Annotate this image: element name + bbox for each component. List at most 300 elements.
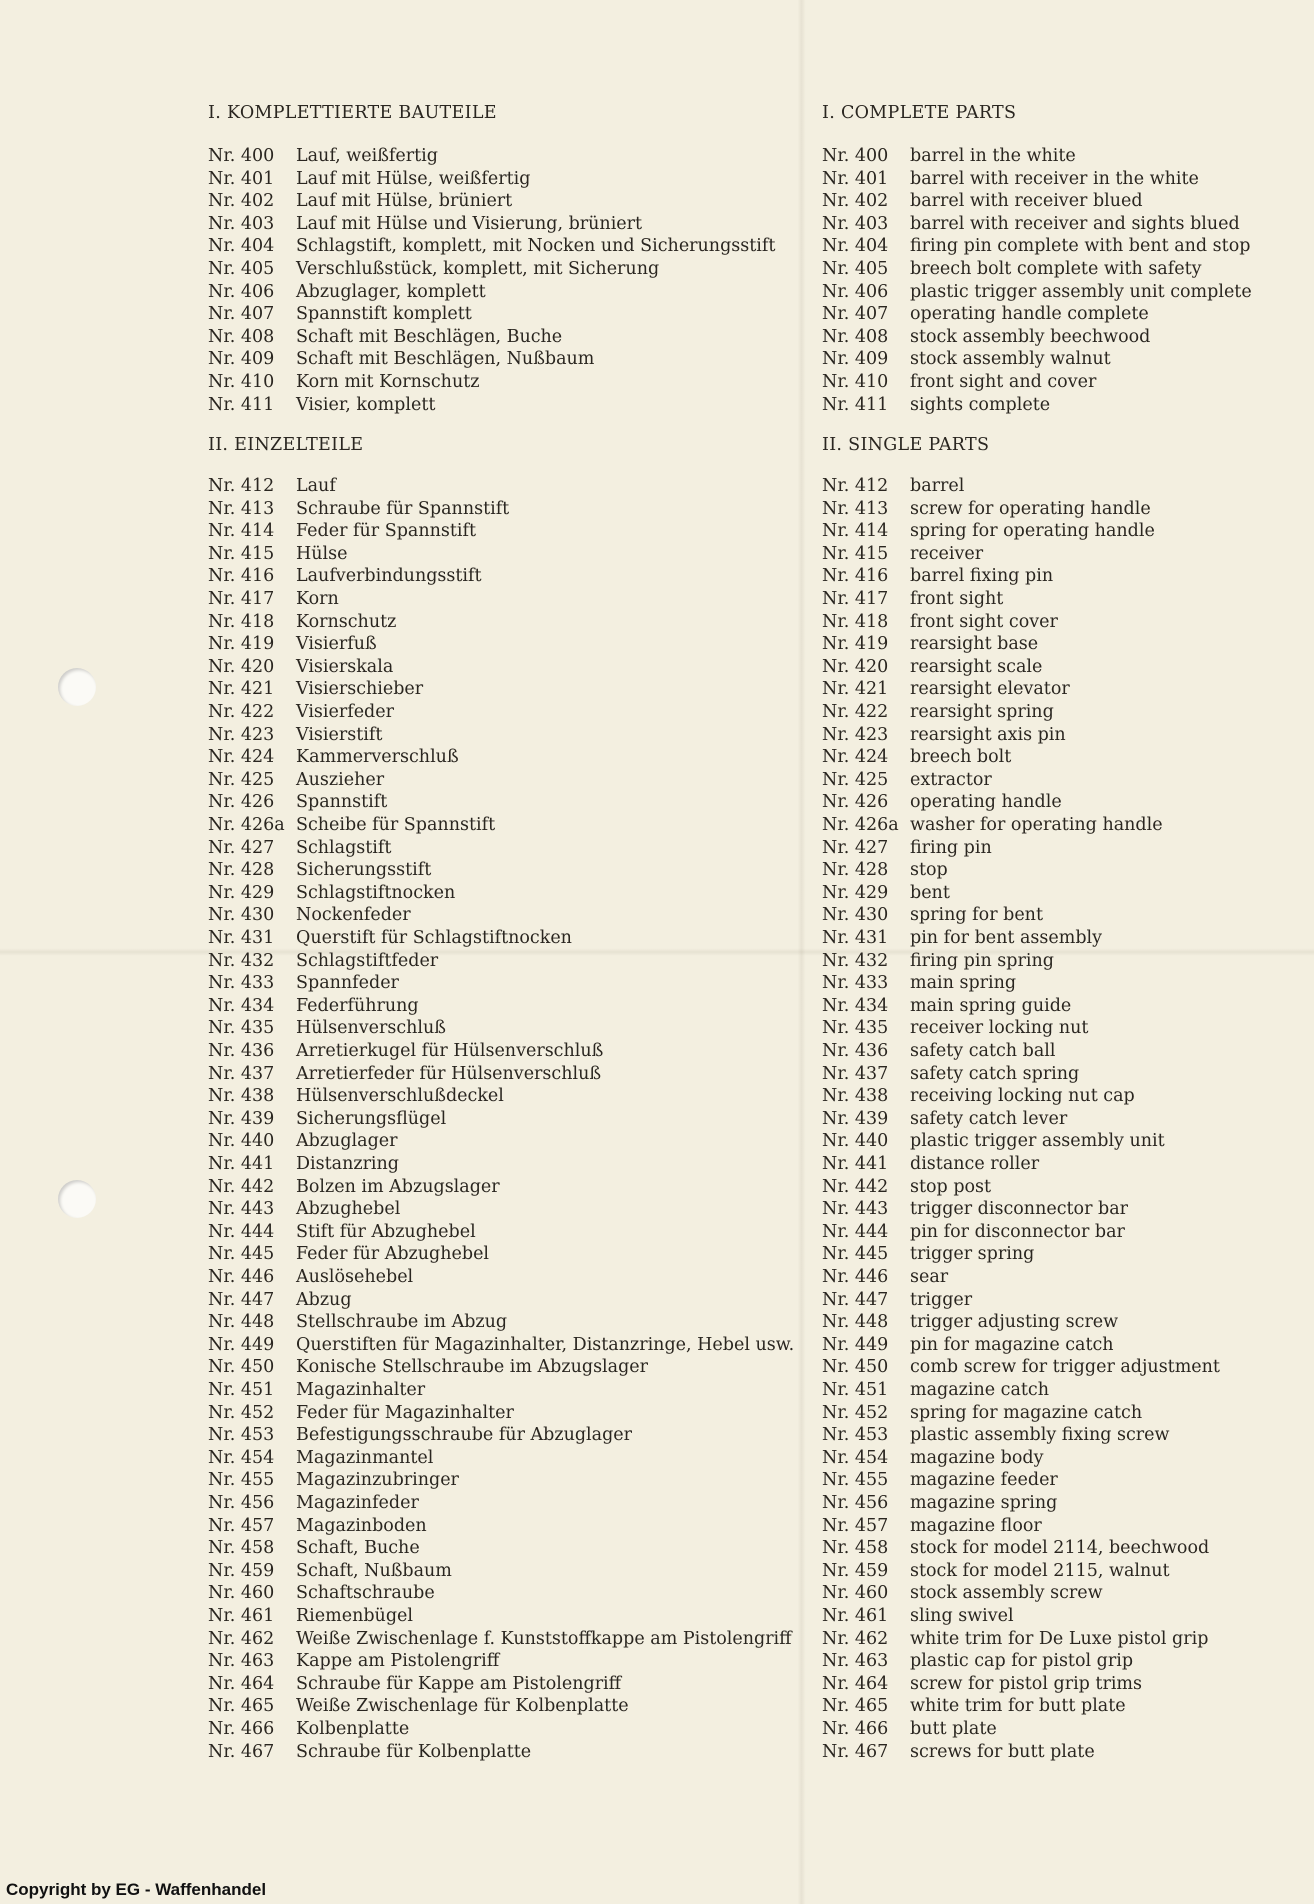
part-number: Nr. 467 [822, 1741, 889, 1762]
part-row [822, 1515, 1042, 1538]
part-description: spring for operating handle [910, 521, 1155, 542]
part-description: distance roller [910, 1154, 1040, 1174]
part-row [822, 882, 950, 905]
part-number: Nr. 463 [208, 1651, 275, 1672]
part-description: stop post [910, 1176, 992, 1197]
part-description: barrel in the white [910, 146, 1076, 166]
part-description: magazine floor [910, 1515, 1042, 1536]
part-row [822, 950, 1054, 973]
part-number: Nr. 441 [822, 1154, 889, 1174]
part-description: firing pin [910, 837, 992, 858]
part-description: pin for magazine catch [910, 1334, 1114, 1355]
part-number: Nr. 454 [822, 1447, 889, 1468]
part-row [822, 1741, 1095, 1764]
part-number: Nr. 458 [822, 1538, 889, 1559]
part-number: Nr. 400 [822, 146, 889, 166]
part-description: safety catch lever [910, 1108, 1068, 1129]
part-number: Nr. 442 [822, 1176, 889, 1197]
part-number: Nr. 414 [822, 521, 889, 542]
part-row [208, 303, 472, 326]
part-row [208, 475, 336, 498]
part-row [208, 701, 394, 724]
part-description: Schraube für Kappe am Pistolengriff [296, 1673, 622, 1694]
part-row [208, 1176, 500, 1199]
part-row [208, 1356, 648, 1379]
part-row [822, 656, 1042, 679]
part-description: Feder für Abzughebel [296, 1244, 490, 1265]
part-description: barrel with receiver in the white [910, 168, 1199, 189]
part-description: screw for pistol grip trims [910, 1673, 1142, 1694]
part-description: Weiße Zwischenlage für Kolbenplatte [296, 1696, 629, 1717]
part-description: stop [910, 860, 948, 881]
part-row [208, 814, 495, 837]
part-description: Magazinboden [296, 1515, 427, 1536]
part-description: barrel [910, 476, 965, 496]
part-description: barrel with receiver and sights blued [910, 213, 1240, 234]
part-number: Nr. 422 [822, 702, 889, 722]
part-row [208, 1198, 400, 1221]
part-row [822, 1356, 1220, 1379]
part-row [822, 724, 1066, 747]
part-description: firing pin spring [910, 950, 1054, 971]
part-description: Querstift für Schlagstiftnocken [296, 928, 572, 948]
part-description: breech bolt [910, 747, 1012, 768]
part-row [822, 1447, 1044, 1470]
part-description: Schlagstift [296, 837, 392, 858]
part-row [208, 1741, 531, 1764]
part-number: Nr. 424 [822, 747, 889, 768]
part-description: front sight and cover [910, 372, 1097, 392]
part-row [208, 1492, 419, 1515]
part-number: Nr. 426 [208, 792, 275, 813]
part-row [822, 859, 948, 882]
part-description: Spannstift komplett [296, 304, 472, 325]
part-description: barrel with receiver blued [910, 191, 1143, 212]
part-number: Nr. 444 [208, 1221, 275, 1242]
part-number: Nr. 406 [208, 281, 275, 302]
part-row [208, 995, 419, 1018]
part-row [208, 1537, 420, 1560]
part-row [208, 1447, 433, 1470]
part-number: Nr. 414 [208, 521, 275, 542]
part-description: Querstiften für Magazinhalter, Distanzringe, Hebel usw. [296, 1334, 795, 1355]
part-description: white trim for De Luxe pistol grip [910, 1628, 1209, 1649]
part-description: Hülse [296, 543, 348, 564]
part-row [208, 588, 339, 611]
part-description: Auslösehebel [296, 1267, 414, 1287]
part-number: Nr. 431 [822, 928, 889, 948]
part-description: trigger adjusting screw [910, 1312, 1119, 1333]
part-number: Nr. 430 [822, 905, 889, 926]
part-description: trigger spring [910, 1244, 1035, 1265]
part-row [822, 1085, 1135, 1108]
section-heading: II. EINZELTEILE [208, 435, 364, 455]
part-description: rearsight scale [910, 656, 1043, 677]
part-description: Scheibe für Spannstift [296, 815, 496, 835]
part-number: Nr. 436 [822, 1041, 889, 1061]
part-number: Nr. 415 [822, 543, 889, 564]
part-description: white trim for butt plate [910, 1696, 1126, 1717]
part-number: Nr. 449 [822, 1334, 889, 1355]
part-description: rearsight elevator [910, 679, 1070, 700]
part-number: Nr. 405 [822, 259, 889, 279]
part-row [822, 281, 1252, 304]
part-row [822, 769, 992, 792]
part-number: Nr. 405 [208, 259, 275, 279]
part-row [208, 1108, 446, 1131]
part-row [208, 1085, 504, 1108]
part-row [208, 565, 482, 588]
part-number: Nr. 457 [822, 1515, 889, 1536]
part-number: Nr. 420 [208, 656, 275, 677]
part-row [208, 950, 438, 973]
part-number: Nr. 416 [822, 566, 889, 587]
part-number: Nr. 451 [208, 1380, 275, 1400]
part-number: Nr. 417 [208, 589, 275, 609]
part-number: Nr. 429 [822, 882, 889, 903]
part-number: Nr. 453 [208, 1425, 275, 1446]
part-description: magazine catch [910, 1380, 1050, 1400]
part-description: Stellschraube im Abzug [296, 1312, 508, 1333]
part-row [822, 145, 1076, 168]
part-description: Schaft mit Beschlägen, Nußbaum [296, 349, 595, 370]
part-description: Schaft, Nußbaum [296, 1560, 452, 1581]
part-number: Nr. 416 [208, 566, 275, 587]
part-description: Kornschutz [296, 611, 397, 632]
part-number: Nr. 444 [822, 1221, 889, 1242]
part-description: plastic assembly fixing screw [910, 1425, 1170, 1446]
part-row [208, 1266, 413, 1289]
part-row [208, 258, 659, 281]
part-row [208, 348, 594, 371]
part-description: receiver locking nut [910, 1018, 1089, 1039]
part-row [208, 1582, 435, 1605]
part-description: receiver [910, 543, 984, 564]
part-row [208, 611, 396, 634]
part-row [208, 678, 423, 701]
part-description: Lauf [296, 476, 336, 496]
part-number: Nr. 449 [208, 1334, 275, 1355]
part-number: Nr. 421 [822, 679, 889, 700]
part-description: stock for model 2114, beechwood [910, 1538, 1210, 1559]
part-row [208, 1605, 413, 1628]
part-number: Nr. 420 [822, 656, 889, 677]
part-row [822, 1582, 1103, 1605]
part-row [822, 475, 964, 498]
part-row [208, 1718, 409, 1741]
part-description: screws for butt plate [910, 1741, 1095, 1762]
part-row [208, 1673, 621, 1696]
part-number: Nr. 445 [822, 1244, 889, 1265]
part-number: Nr. 425 [822, 769, 889, 790]
part-row [822, 498, 1151, 521]
part-description: Korn mit Kornschutz [296, 372, 480, 392]
part-row [208, 746, 459, 769]
part-number: Nr. 423 [208, 724, 275, 745]
part-description: Kappe am Pistolengriff [296, 1651, 500, 1672]
part-row [208, 769, 384, 792]
part-number: Nr. 431 [208, 928, 275, 948]
section-heading: II. SINGLE PARTS [822, 435, 990, 455]
part-number: Nr. 450 [822, 1357, 889, 1378]
part-row [822, 1017, 1088, 1040]
part-number: Nr. 463 [822, 1651, 889, 1672]
part-description: Feder für Magazinhalter [296, 1402, 514, 1423]
part-row [822, 1492, 1057, 1515]
part-description: Schaftschraube [296, 1583, 435, 1604]
part-description: safety catch spring [910, 1063, 1080, 1084]
part-description: Schaft, Buche [296, 1538, 420, 1559]
part-number: Nr. 407 [208, 304, 275, 325]
part-row [822, 1176, 991, 1199]
part-description: Magazinhalter [296, 1380, 426, 1400]
part-row [208, 394, 435, 417]
part-number: Nr. 426a [822, 815, 899, 835]
part-row [208, 791, 387, 814]
part-description: firing pin complete with bent and stop [910, 236, 1251, 257]
part-row [822, 1673, 1142, 1696]
part-row [822, 520, 1155, 543]
part-row [822, 701, 1054, 724]
part-description: bent [910, 882, 950, 903]
part-number: Nr. 456 [208, 1493, 275, 1513]
part-number: Nr. 410 [822, 372, 889, 392]
part-description: Arretierfeder für Hülsenverschluß [296, 1063, 602, 1084]
part-number: Nr. 466 [208, 1719, 275, 1739]
part-description: stock for model 2115, walnut [910, 1560, 1170, 1581]
part-description: operating handle complete [910, 304, 1149, 325]
part-row [822, 543, 983, 566]
punch-hole [58, 1180, 96, 1218]
part-description: spring for magazine catch [910, 1402, 1143, 1423]
part-number: Nr. 464 [822, 1673, 889, 1694]
part-row [208, 326, 562, 349]
part-description: Visierstift [296, 724, 383, 745]
part-row [822, 633, 1038, 656]
part-number: Nr. 441 [208, 1154, 275, 1174]
part-number: Nr. 402 [208, 191, 275, 212]
part-number: Nr. 458 [208, 1538, 275, 1559]
part-description: Auszieher [296, 769, 385, 790]
part-number: Nr. 423 [822, 724, 889, 745]
part-description: pin for disconnector bar [910, 1221, 1125, 1242]
part-row [822, 1424, 1169, 1447]
part-description: operating handle [910, 792, 1062, 813]
part-number: Nr. 456 [822, 1493, 889, 1513]
part-row [822, 190, 1143, 213]
part-row [822, 611, 1058, 634]
part-description: Abzug [296, 1289, 352, 1310]
part-number: Nr. 457 [208, 1515, 275, 1536]
part-number: Nr. 429 [208, 882, 275, 903]
part-description: Schlagstift, komplett, mit Nocken und Sicherungsstift [296, 236, 776, 257]
part-row [822, 1334, 1114, 1357]
part-description: Abzughebel [296, 1199, 401, 1220]
part-row [822, 213, 1240, 236]
part-number: Nr. 464 [208, 1673, 275, 1694]
part-number: Nr. 446 [822, 1267, 889, 1287]
part-number: Nr. 433 [822, 973, 889, 994]
part-row [822, 995, 1071, 1018]
part-row [208, 1243, 489, 1266]
part-description: Hülsenverschluß [296, 1018, 446, 1039]
part-number: Nr. 437 [208, 1063, 275, 1084]
part-row [822, 814, 1163, 837]
part-row [822, 1243, 1034, 1266]
part-number: Nr. 419 [208, 634, 275, 655]
part-number: Nr. 460 [208, 1583, 275, 1604]
part-description: barrel fixing pin [910, 566, 1054, 587]
part-row [208, 1560, 452, 1583]
part-description: Befestigungsschraube für Abzuglager [296, 1425, 632, 1446]
part-row [822, 1560, 1170, 1583]
part-row [822, 565, 1053, 588]
part-number: Nr. 462 [822, 1628, 889, 1649]
part-number: Nr. 435 [822, 1018, 889, 1039]
part-row [208, 859, 431, 882]
part-description: butt plate [910, 1719, 997, 1739]
part-row [822, 904, 1043, 927]
part-row [208, 972, 399, 995]
part-number: Nr. 439 [822, 1108, 889, 1129]
part-number: Nr. 421 [208, 679, 275, 700]
part-number: Nr. 459 [822, 1560, 889, 1581]
part-row [822, 1130, 1165, 1153]
part-description: front sight cover [910, 611, 1058, 632]
part-description: plastic cap for pistol grip [910, 1651, 1134, 1672]
part-row [822, 371, 1096, 394]
part-number: Nr. 447 [822, 1289, 889, 1310]
part-number: Nr. 455 [208, 1470, 275, 1491]
part-row [208, 927, 572, 950]
part-row [822, 348, 1111, 371]
part-row [208, 1063, 601, 1086]
part-row [822, 1628, 1208, 1651]
part-row [208, 1040, 603, 1063]
part-description: extractor [910, 769, 992, 790]
part-row [822, 1221, 1125, 1244]
part-number: Nr. 417 [822, 589, 889, 609]
part-row [208, 1402, 514, 1425]
part-number: Nr. 401 [822, 168, 889, 189]
part-row [822, 1311, 1118, 1334]
part-row [208, 1017, 446, 1040]
part-number: Nr. 418 [822, 611, 889, 632]
part-description: receiving locking nut cap [910, 1086, 1135, 1107]
part-row [822, 1108, 1067, 1131]
part-row [208, 1289, 352, 1312]
part-description: Schraube für Spannstift [296, 498, 510, 519]
part-description: Verschlußstück, komplett, mit Sicherung [296, 259, 660, 279]
part-row [208, 281, 486, 304]
part-number: Nr. 426 [822, 792, 889, 813]
part-number: Nr. 425 [208, 769, 275, 790]
part-description: comb screw for trigger adjustment [910, 1357, 1220, 1378]
part-number: Nr. 428 [208, 860, 275, 881]
part-description: Feder für Spannstift [296, 521, 476, 542]
part-row [208, 1334, 794, 1357]
part-number: Nr. 438 [208, 1086, 275, 1107]
part-description: Nockenfeder [296, 905, 411, 926]
part-row [208, 145, 438, 168]
part-number: Nr. 452 [208, 1402, 275, 1423]
part-number: Nr. 448 [208, 1312, 275, 1333]
part-row [822, 1402, 1142, 1425]
part-row [822, 258, 1202, 281]
part-row [822, 326, 1150, 349]
part-row [822, 678, 1070, 701]
part-number: Nr. 465 [208, 1696, 275, 1717]
part-description: Korn [296, 589, 339, 609]
part-number: Nr. 409 [822, 349, 889, 370]
part-number: Nr. 408 [208, 326, 275, 347]
part-row [822, 235, 1250, 258]
part-number: Nr. 427 [822, 837, 889, 858]
part-number: Nr. 440 [208, 1131, 275, 1152]
part-description: plastic trigger assembly unit complete [910, 281, 1252, 302]
part-description: sling swivel [910, 1606, 1014, 1626]
part-number: Nr. 467 [208, 1741, 275, 1762]
part-row [208, 724, 382, 747]
part-description: plastic trigger assembly unit [910, 1131, 1165, 1152]
part-description: Laufverbindungsstift [296, 566, 482, 587]
part-number: Nr. 453 [822, 1425, 889, 1446]
part-description: Magazinmantel [296, 1447, 434, 1468]
part-row [822, 1063, 1079, 1086]
part-number: Nr. 466 [822, 1719, 889, 1739]
part-row [208, 1153, 399, 1176]
part-number: Nr. 432 [822, 950, 889, 971]
part-number: Nr. 409 [208, 349, 275, 370]
part-number: Nr. 454 [208, 1447, 275, 1468]
part-description: Bolzen im Abzugslager [296, 1176, 500, 1197]
part-row [822, 1537, 1209, 1560]
part-description: main spring guide [910, 995, 1072, 1016]
copyright-notice: Copyright by EG - Waffenhandel [6, 1880, 267, 1899]
part-description: magazine body [910, 1447, 1044, 1468]
part-description: spring for bent [910, 905, 1043, 926]
part-row [208, 1130, 398, 1153]
part-number: Nr. 461 [208, 1606, 275, 1626]
part-description: stock assembly beechwood [910, 326, 1151, 347]
part-description: safety catch ball [910, 1041, 1056, 1061]
part-description: Sicherungsstift [296, 860, 432, 881]
section-heading: I. COMPLETE PARTS [822, 103, 1017, 123]
part-row [822, 791, 1062, 814]
part-number: Nr. 411 [822, 394, 889, 415]
part-description: Lauf mit Hülse, weißfertig [296, 168, 531, 189]
part-description: screw for operating handle [910, 498, 1151, 519]
part-row [208, 168, 530, 191]
part-row [822, 837, 992, 860]
part-row [208, 498, 509, 521]
part-row [208, 1650, 499, 1673]
part-row [822, 303, 1149, 326]
part-number: Nr. 461 [822, 1606, 889, 1626]
part-row [822, 746, 1011, 769]
part-number: Nr. 411 [208, 394, 275, 415]
part-description: Lauf mit Hülse, brüniert [296, 191, 513, 212]
part-row [208, 1221, 476, 1244]
part-number: Nr. 424 [208, 747, 275, 768]
part-description: sear [910, 1267, 949, 1287]
part-row [822, 1650, 1133, 1673]
part-description: main spring [910, 973, 1017, 994]
part-number: Nr. 419 [822, 634, 889, 655]
part-row [208, 837, 391, 860]
part-row [822, 972, 1016, 995]
punch-hole [58, 668, 96, 706]
